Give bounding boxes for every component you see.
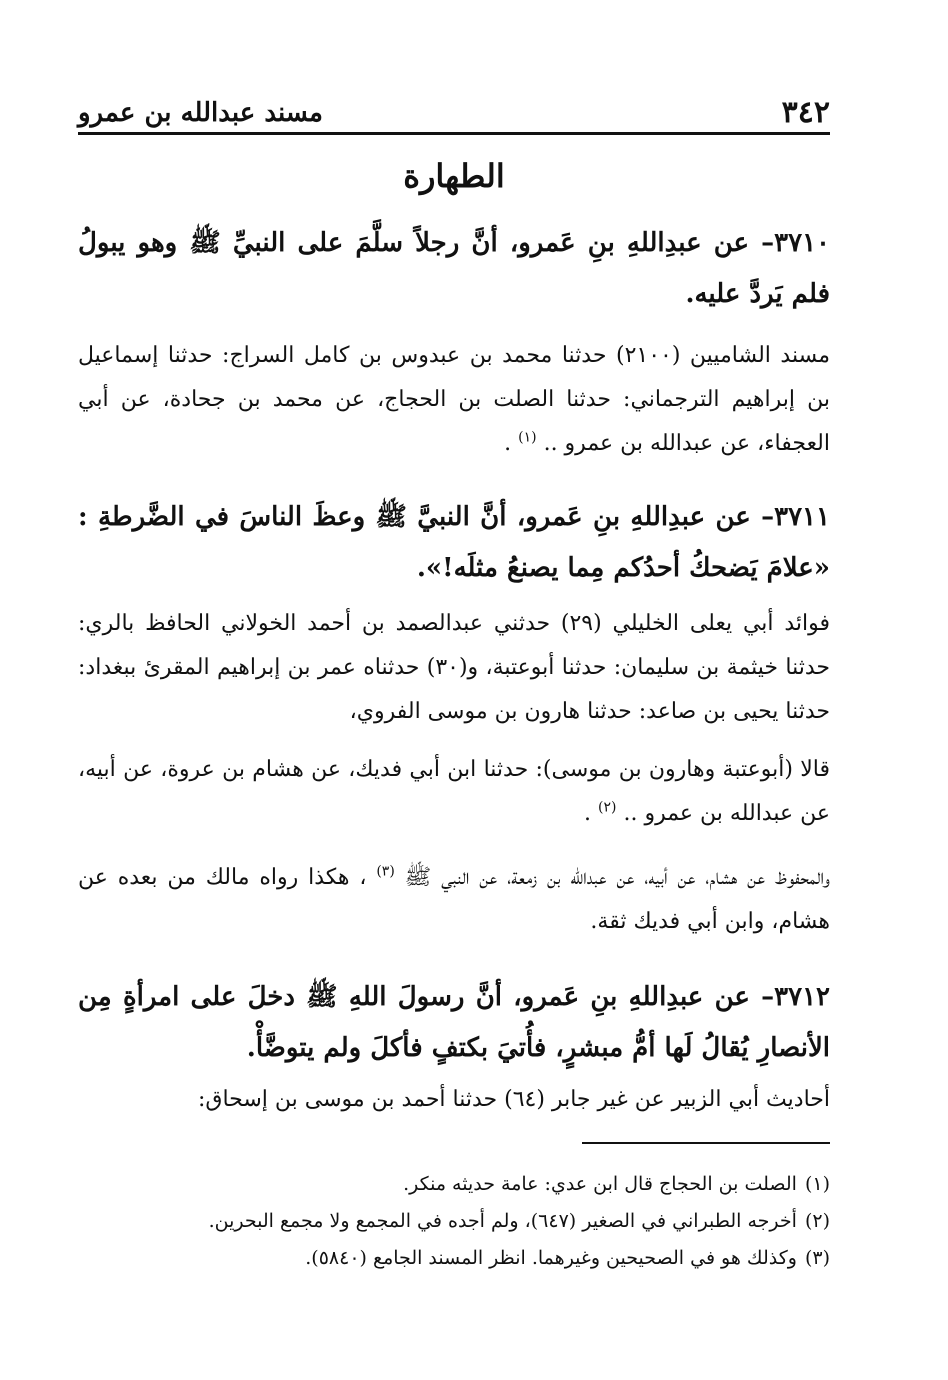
hadith-text: عن عبدِاللهِ بنِ عَمرو، أنَّ النبيَّ ﷺ وعظَ الناسَ في الضَّرطةِ : «علامَ يَضحكُ أحدُكم مِما يصنعُ مثلَه!». xyxy=(78,502,830,583)
running-head-title: مسند عبدالله بن عمرو xyxy=(78,98,323,128)
page-number: ٣٤٢ xyxy=(781,95,830,130)
footnote-marker: (٣) xyxy=(804,1247,830,1269)
footnote-marker: (٢) xyxy=(804,1210,830,1232)
source-text-end: . xyxy=(504,431,512,456)
footnote xyxy=(78,1240,830,1277)
footnote-text: أخرجه الطبراني في الصغير (٦٤٧)، ولم أجده في المجمع ولا مجمع البحرين. xyxy=(208,1210,797,1232)
source-note xyxy=(78,748,830,836)
source-text: والمحفوظ عن هشام، عن أبيه، عن عبدالله بن زمعة، عن النبي ﷺ xyxy=(404,865,831,890)
hadith-number: ٣٧١١– xyxy=(761,502,830,532)
footnote-reference[interactable]: (٣) xyxy=(376,863,395,880)
hadith-text: عن عبدِاللهِ بنِ عَمرو، أنَّ رسولَ اللهِ ﷺ دخلَ على امرأةٍ مِن الأنصارِ يُقالُ لَها أمُّ مبشرٍ، فأُتيَ بكتفٍ فأكلَ ولم يتوضَّأْ. xyxy=(78,982,830,1063)
source-text: قالا (أبوعتبة وهارون بن موسى): حدثنا ابن أبي فديك، عن هشام بن عروة، عن أبيه، عن عبدالله بن عمرو .. xyxy=(78,757,830,826)
footnotes xyxy=(78,1166,830,1277)
source-text: مسند الشاميين (٢١٠٠) حدثنا محمد بن عبدوس بن كامل السراج: حدثنا إسماعيل بن إبراهيم الترجماني: حدثنا الصلت بن الحجاج، عن محمد بن جحادة، عن أبي العجفاء، عن عبدالله بن عمرو .. xyxy=(78,343,830,456)
hadith-3712 xyxy=(78,972,830,1074)
footnote xyxy=(78,1203,830,1240)
source-note xyxy=(78,1078,830,1122)
source-note xyxy=(78,334,830,466)
footnote-text: وكذلك هو في الصحيحين وغيرهما. انظر المسند الجامع (٥٨٤٠). xyxy=(305,1247,797,1269)
source-note xyxy=(78,602,830,734)
hadith-3710 xyxy=(78,218,830,320)
book-page xyxy=(78,0,830,1380)
hadith-3711 xyxy=(78,492,830,594)
hadith-number: ٣٧١٢– xyxy=(761,982,830,1012)
footnote xyxy=(78,1166,830,1203)
header-rule xyxy=(78,132,830,135)
footnote-reference[interactable]: (١) xyxy=(518,429,537,446)
source-note xyxy=(78,856,830,944)
running-head xyxy=(78,96,830,130)
footnote-reference[interactable]: (٢) xyxy=(598,799,617,816)
source-text: فوائد أبي يعلى الخليلي (٢٩) حدثني عبدالصمد بن أحمد الخولاني الحافظ بالري: حدثنا خيثمة بن سليمان: حدثنا أبوعتبة، و(٣٠) حدثناه عمر بن إبراهيم المقرئ ببغداد: حدثنا يحيى بن صاعد: حدثنا هارون بن موسى الفروي، xyxy=(78,611,830,724)
footnote-marker: (١) xyxy=(804,1173,830,1195)
source-text: أحاديث أبي الزبير عن غير جابر (٦٤) حدثنا أحمد بن موسى بن إسحاق: xyxy=(197,1087,830,1112)
footnote-text: الصلت بن الحجاج قال ابن عدي: عامة حديثه منكر. xyxy=(403,1173,797,1195)
hadith-number: ٣٧١٠– xyxy=(761,228,830,258)
hadith-text: عن عبدِاللهِ بنِ عَمرو، أنَّ رجلاً سلَّمَ على النبيِّ ﷺ وهو يبولُ فلم يَردَّ عليه. xyxy=(78,228,830,309)
footnote-rule xyxy=(582,1142,830,1144)
source-text-end: ، هكذا رواه مالك من بعده عن هشام، وابن أبي فديك ثقة. xyxy=(78,865,830,934)
section-heading: الطهارة xyxy=(403,157,505,195)
source-text-end: . xyxy=(584,801,591,826)
